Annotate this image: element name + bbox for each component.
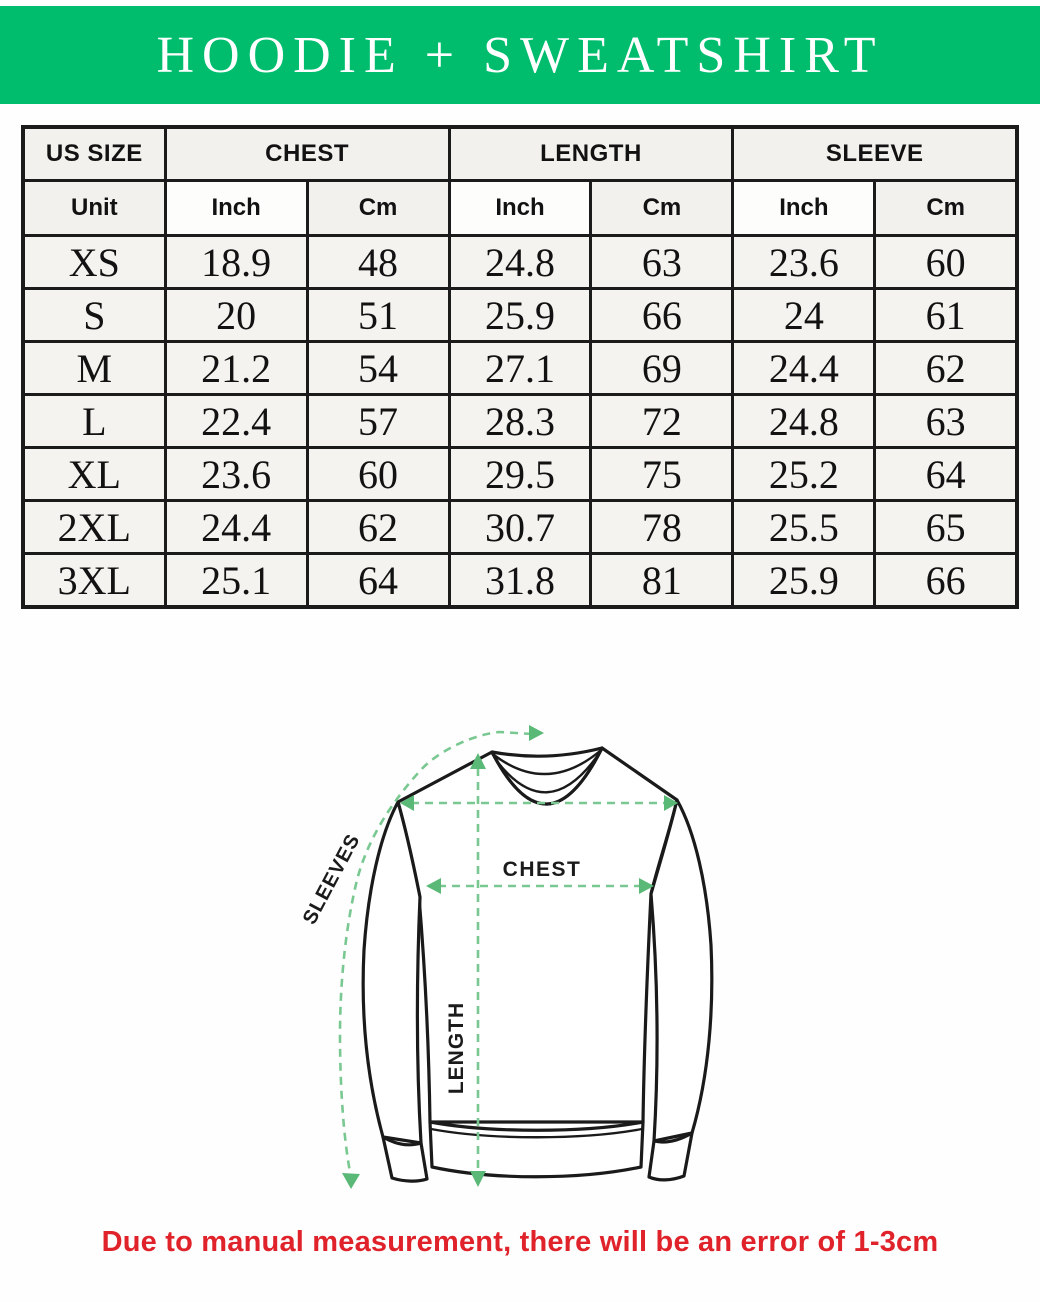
col-header-chest: CHEST [165, 127, 449, 181]
value-cell: 60 [307, 448, 449, 501]
value-cell: 25.2 [733, 448, 875, 501]
value-cell: 51 [307, 289, 449, 342]
value-cell: 22.4 [165, 395, 307, 448]
value-cell: 28.3 [449, 395, 591, 448]
table-row-2xl [23, 501, 1017, 554]
down-arrow-icon [342, 1173, 360, 1189]
measurement-diagram [280, 690, 820, 1230]
length-label: LENGTH [445, 1001, 468, 1095]
value-cell: 63 [875, 395, 1017, 448]
sweatshirt-diagram [280, 690, 820, 1230]
unit-cell: Cm [875, 181, 1017, 236]
value-cell: 18.9 [165, 236, 307, 289]
value-cell: 65 [875, 501, 1017, 554]
value-cell: 25.1 [165, 554, 307, 608]
size-cell: 2XL [23, 501, 165, 554]
value-cell: 66 [591, 289, 733, 342]
value-cell: 27.1 [449, 342, 591, 395]
size-cell: S [23, 289, 165, 342]
value-cell: 24 [733, 289, 875, 342]
value-cell: 30.7 [449, 501, 591, 554]
value-cell: 63 [591, 236, 733, 289]
hem-band [430, 1122, 643, 1177]
value-cell: 23.6 [165, 448, 307, 501]
size-cell: M [23, 342, 165, 395]
title-banner [0, 6, 1040, 104]
down-arrow-icon [470, 1171, 486, 1187]
unit-cell: Cm [307, 181, 449, 236]
value-cell: 62 [875, 342, 1017, 395]
value-cell: 60 [875, 236, 1017, 289]
table-row-xl [23, 448, 1017, 501]
unit-cell: Cm [591, 181, 733, 236]
value-cell: 75 [591, 448, 733, 501]
chest-label: CHEST [502, 858, 582, 881]
value-cell: 66 [875, 554, 1017, 608]
sleeves-label: SLEEVES [298, 830, 365, 929]
left-sleeve [363, 802, 421, 1143]
right-arrow-icon [529, 725, 544, 741]
size-cell: XS [23, 236, 165, 289]
value-cell: 20 [165, 289, 307, 342]
col-header-length: LENGTH [449, 127, 733, 181]
value-cell: 25.5 [733, 501, 875, 554]
left-cuff [383, 1137, 427, 1181]
right-cuff [649, 1133, 692, 1180]
value-cell: 29.5 [449, 448, 591, 501]
value-cell: 24.8 [449, 236, 591, 289]
unit-cell: Unit [23, 181, 165, 236]
value-cell: 64 [875, 448, 1017, 501]
value-cell: 23.6 [733, 236, 875, 289]
value-cell: 48 [307, 236, 449, 289]
col-header-us-size: US SIZE [23, 127, 165, 181]
value-cell: 81 [591, 554, 733, 608]
value-cell: 64 [307, 554, 449, 608]
size-cell: L [23, 395, 165, 448]
size-cell: XL [23, 448, 165, 501]
value-cell: 24.4 [733, 342, 875, 395]
value-cell: 78 [591, 501, 733, 554]
measurement-error-note: Due to manual measurement, there will be an error of 1-3cm [101, 1226, 939, 1258]
unit-cell: Inch [165, 181, 307, 236]
value-cell: 25.9 [733, 554, 875, 608]
size-cell: 3XL [23, 554, 165, 608]
size-chart-table [21, 125, 1019, 609]
table-row-3xl [23, 554, 1017, 608]
table-header-row [23, 127, 1017, 181]
page-title: HOODIE + SWEATSHIRT [156, 26, 884, 84]
col-header-sleeve: SLEEVE [733, 127, 1017, 181]
table-row-m [23, 342, 1017, 395]
table-row-s [23, 289, 1017, 342]
table-row-xs [23, 236, 1017, 289]
value-cell: 69 [591, 342, 733, 395]
value-cell: 62 [307, 501, 449, 554]
table-row-l [23, 395, 1017, 448]
value-cell: 31.8 [449, 554, 591, 608]
value-cell: 25.9 [449, 289, 591, 342]
value-cell: 57 [307, 395, 449, 448]
unit-cell: Inch [733, 181, 875, 236]
value-cell: 61 [875, 289, 1017, 342]
value-cell: 21.2 [165, 342, 307, 395]
value-cell: 72 [591, 395, 733, 448]
unit-cell: Inch [449, 181, 591, 236]
unit-header-row [23, 181, 1017, 236]
value-cell: 54 [307, 342, 449, 395]
value-cell: 24.4 [165, 501, 307, 554]
value-cell: 24.8 [733, 395, 875, 448]
